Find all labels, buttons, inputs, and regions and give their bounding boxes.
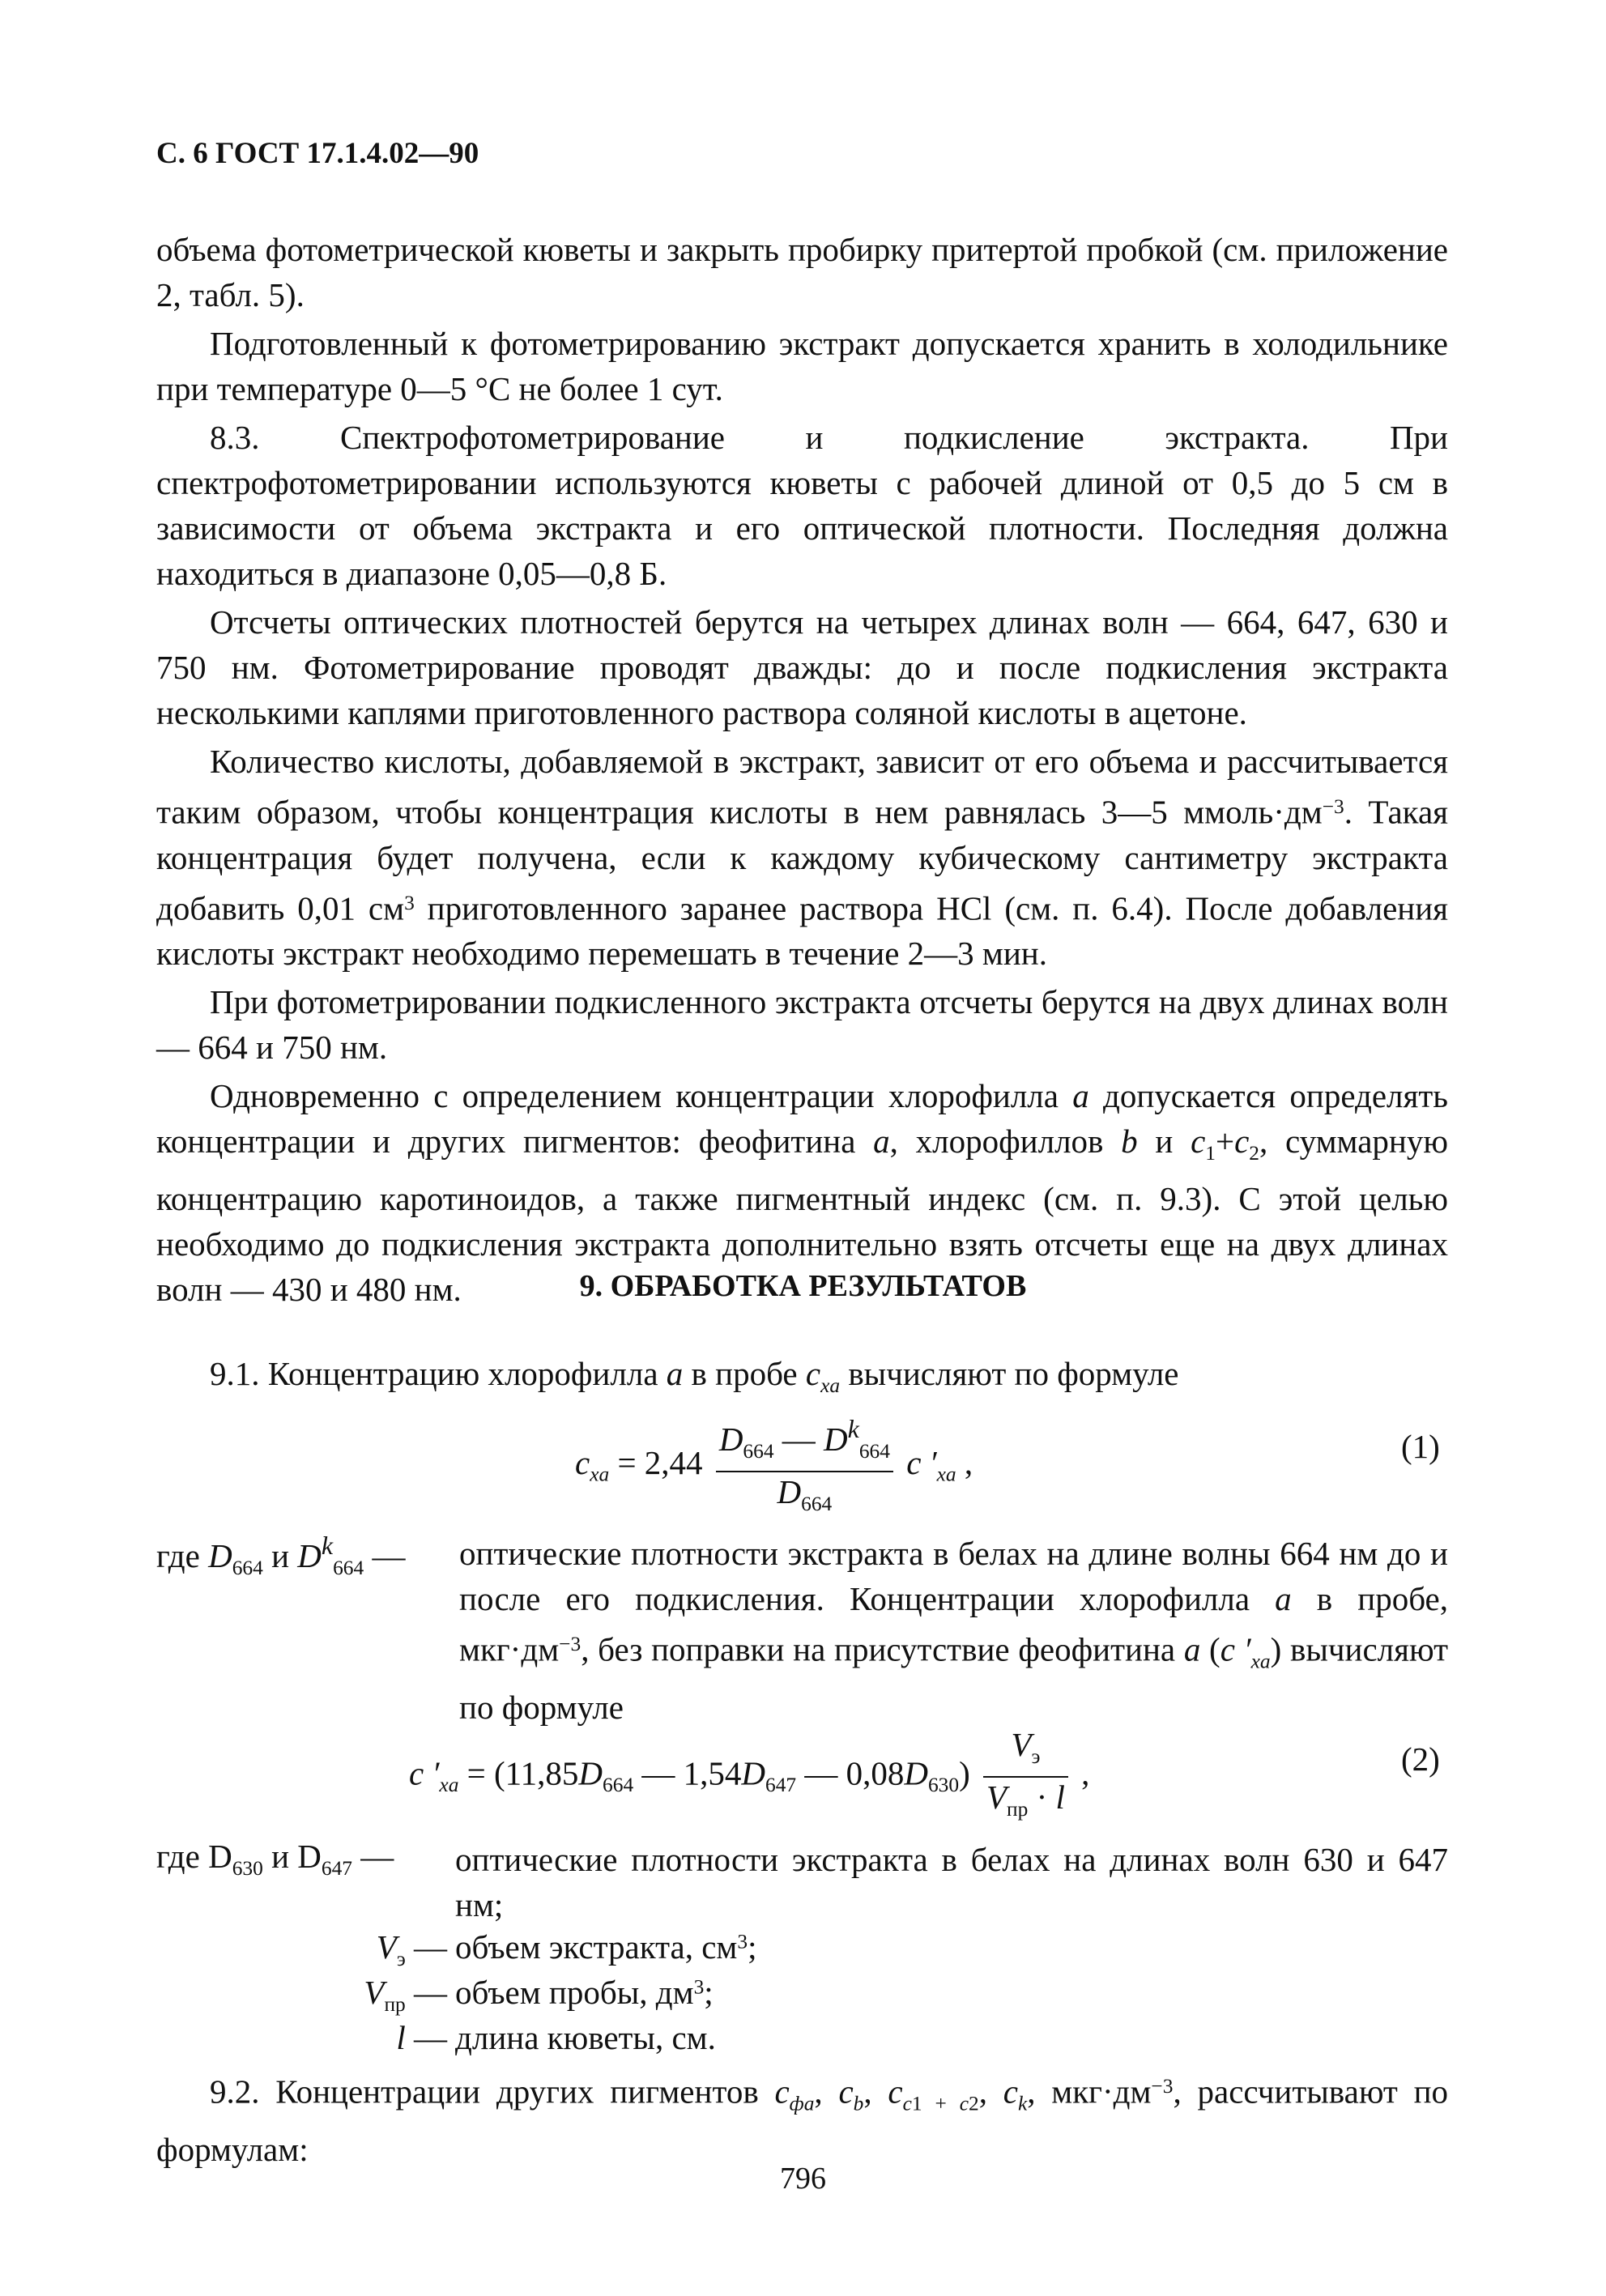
body-text-block — [156, 227, 1448, 1312]
where-2-desc-vpr: объем пробы, $дм^3$; — [455, 1974, 714, 2011]
where-2-desc-l: длина кюветы, см. — [455, 2019, 716, 2056]
paragraph-8-3: 8.3. Спектрофотометрирование и подкисление экстракта. При спектрофотометрировании используются кюветы с рабочей длиной от 0,5 до 5 см в зависимости от объема экстракта и его оптической плотности. Последняя должна находиться в диапазоне 0,05—0,8 Б. — [156, 419, 1448, 592]
where-2-label-d: где $D_{630}$ и $D_{647}$ — — [156, 1838, 394, 1880]
paragraph-other-pigments: Одновременно с определением концентрации хлорофилла a допускается определять концентрации и других пигментов: феофитина a, хлорофиллов b и $c_1+c_2$, суммарную концентрацию каротиноидов, а также пигментный индекс (см. п. 9.3). С этой целью необходимо до подкисления экстракта дополнительно взять отсчеты еще на двух длинах волн — 430 и 480 нм. — [156, 1077, 1448, 1309]
page-header: С. 6 ГОСТ 17.1.4.02—90 — [156, 137, 479, 170]
equation-2-number: (2) — [1401, 1740, 1440, 1778]
equation-1-fraction: $\frac{D_{664} — D^k_{664}}{D_{664}}$ — [716, 1409, 893, 1523]
equation-2-fraction: $\frac{V_э}{V_{пр} \cdot l}$ — [983, 1725, 1068, 1829]
section-heading-9: 9. ОБРАБОТКА РЕЗУЛЬТАТОВ — [579, 1269, 1027, 1303]
paragraph-acid-amount: Количество кислоты, добавляемой в экстракт, зависит от его объема и рассчитывается таким образом, чтобы концентрация кислоты в нем равнялась 3—5 $ммоль\cdot дм^{-3}$. Такая концентрация будет получена, если к каждому кубическому сантиметру экстракта добавить 0,01 $см^3$ приготовленного заранее раствора HCl (см. п. 6.4). После добавления кислоты экстракт необходимо перемешать в течение 2—3 мин. — [156, 743, 1449, 973]
where-2-desc-ve: объем экстракта, $см^3$; — [455, 1928, 757, 1966]
equation-1: $c_{хa} = 2,44$ $\frac{D_{664} — D^k_{664}}{D_{664}}$ c $'_{хa}$ , — [575, 1409, 973, 1523]
equation-1-number: (1) — [1401, 1428, 1440, 1465]
where-1-description: оптические плотности экстракта в белах на длине волны 664 нм до и после его подкисления. Концентрации хлорофилла a в пробе, $мкг\cdot дм^{-3}$, без поправки на присутствие феофитина a (c $'_{хa}$) вычисляют по формуле — [459, 1535, 1448, 1726]
paragraph-continuation: объема фотометрической кюветы и закрыть пробирку притертой пробкой (см. приложение 2, табл. 5). — [156, 231, 1448, 313]
page-number: 796 — [780, 2162, 826, 2196]
paragraph-9-2: 9.2. Концентрации других пигментов $c_{фa}$, $c_b$, $c_{c1 + c2}$, $c_k$, $мкг\cdot дм^{-3}$, рассчитывают по формулам: — [156, 2072, 1449, 2168]
where-2-desc-d: оптические плотности экстракта в белах на длинах волн 630 и 647 нм; — [455, 1841, 1448, 1923]
where-1-label: где $D_{664}$ и $D^k_{664}$ — — [156, 1531, 406, 1579]
where-2-label-vpr: $V_{пр}$ — — [364, 1974, 447, 2016]
equation-2: c $'_{хa} = (11,85D_{664}$ — $1,54D_{647}$ — $0,08D_{630}$) $\frac{V_э}{V_{пр} \cdot l}$ , — [409, 1725, 1089, 1829]
paragraph-readings: Отсчеты оптических плотностей берутся на четырех длинах волн — 664, 647, 630 и 750 нм. Фотометрирование проводят дважды: до и после подкисления экстракта несколькими каплями приготовленного раствора соляной кислоты в ацетоне. — [156, 603, 1448, 731]
where-2-label-l: l — — [396, 2019, 447, 2056]
paragraph-storage: Подготовленный к фотометрированию экстракт допускается хранить в холодильнике при температуре 0—5 °С не более 1 сут. — [156, 325, 1448, 407]
where-2-label-ve: $V_э$ — — [376, 1928, 447, 1970]
paragraph-acidified: При фотометрировании подкисленного экстракта отсчеты берутся на двух длинах волн — 664 и 750 нм. — [156, 983, 1448, 1067]
paragraph-9-1: 9.1. Концентрацию хлорофилла a в пробе $c_{хa}$ вычисляют по формуле — [210, 1355, 1179, 1397]
